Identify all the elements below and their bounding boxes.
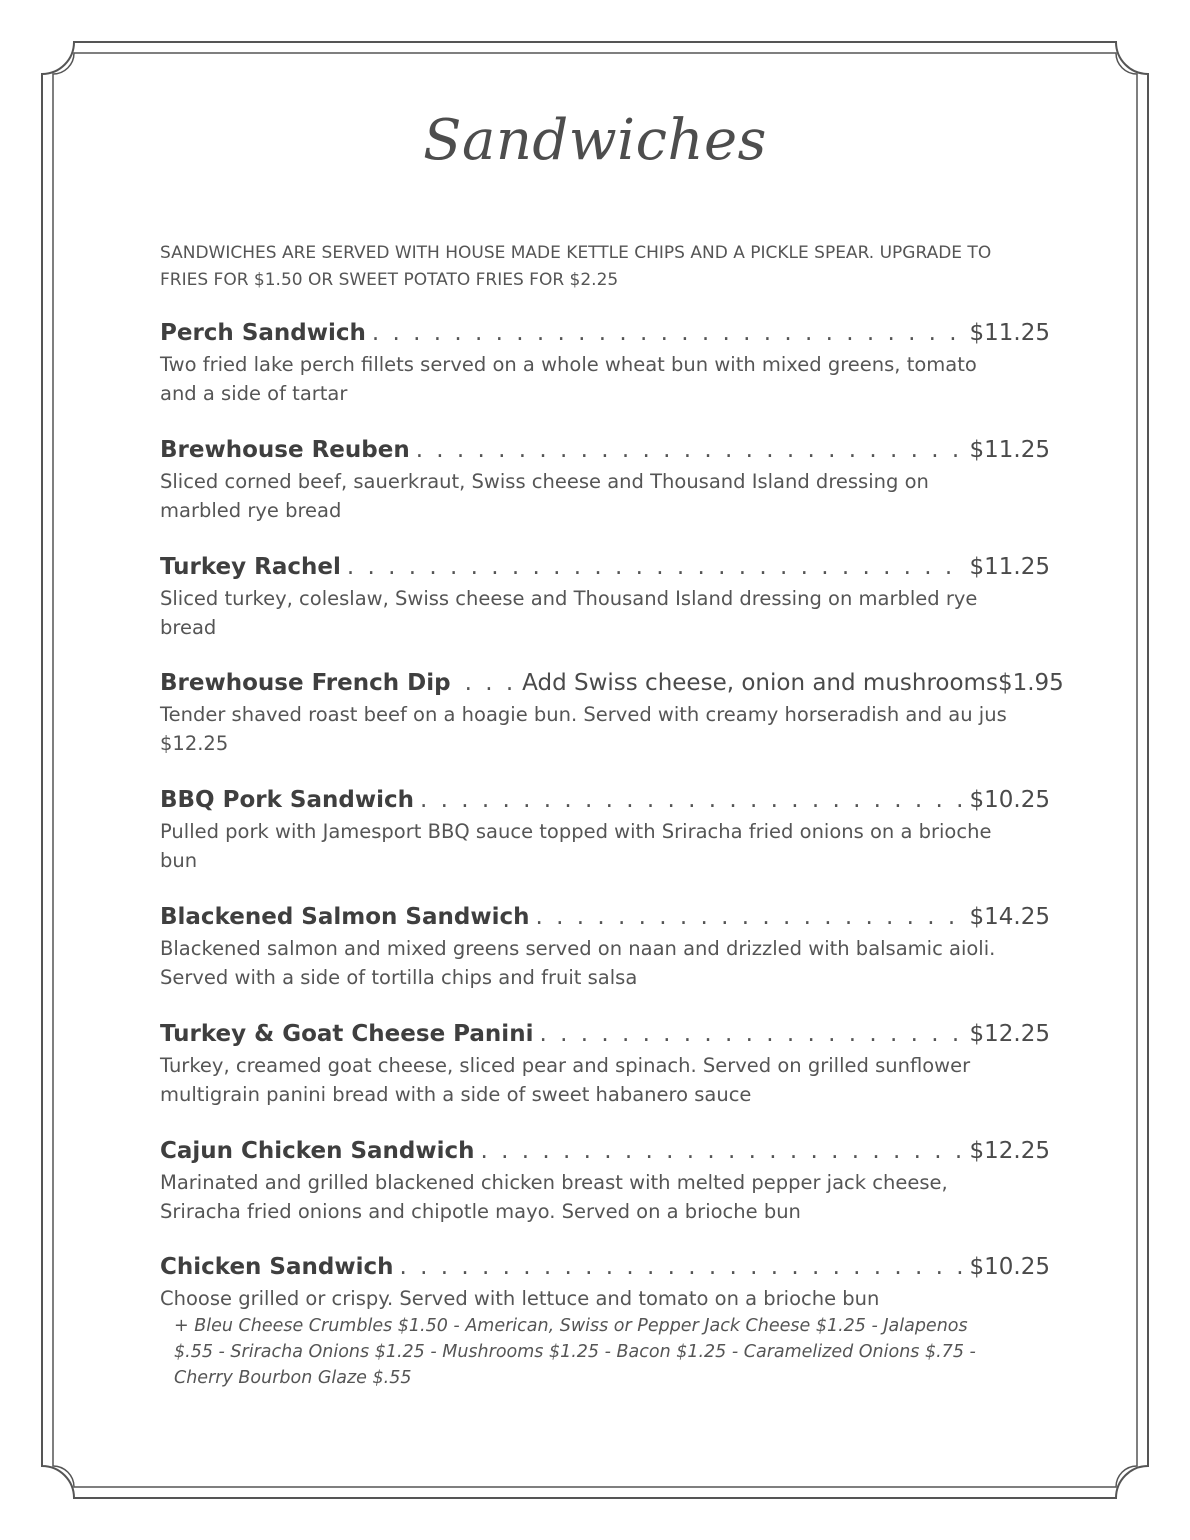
- dot-leader: [347, 550, 964, 584]
- item-name: Chicken Sandwich: [160, 1254, 394, 1281]
- item-header: [160, 316, 1050, 350]
- intro-note: SANDWICHES ARE SERVED WITH HOUSE MADE KETTLE CHIPS AND A PICKLE SPEAR. UPGRADE TO FRIES FOR $1.50 OR SWEET POTATO FRIES FOR $2.25: [160, 243, 992, 290]
- item-price: $10.25: [969, 1254, 1050, 1281]
- menu-item: [160, 316, 1050, 433]
- item-header: [160, 1017, 1050, 1051]
- item-name: Perch Sandwich: [160, 320, 366, 346]
- item-header: [160, 900, 1050, 934]
- item-name: Blackened Salmon Sandwich: [160, 903, 530, 930]
- item-header: [160, 1134, 1050, 1168]
- item-name: BBQ Pork Sandwich: [160, 787, 414, 814]
- item-price: $14.25: [969, 903, 1050, 930]
- item-header: [160, 666, 1064, 700]
- item-price: $11.25: [969, 436, 1050, 463]
- item-description: Sliced turkey, coleslaw, Swiss cheese and Thousand Island dressing on marbled rye bread: [160, 586, 978, 639]
- item-name: Turkey & Goat Cheese Panini: [160, 1020, 534, 1047]
- item-description: Marinated and grilled blackened chicken breast with melted pepper jack cheese, Sriracha fried onions and chipotle mayo. Served on a brioche bun: [160, 1170, 948, 1223]
- item-name: Turkey Rachel: [160, 553, 341, 580]
- item-name: Cajun Chicken Sandwich: [160, 1137, 475, 1164]
- add-ons-note: + Bleu Cheese Crumbles $1.50 - American, Swiss or Pepper Jack Cheese $1.25 - Jalapenos $.55 - Sriracha Onions $1.25 - Mushrooms $1.25 - Bacon $1.25 - Caramelized Onions $.75 - Cherry Bourbon Glaze $.55: [174, 1316, 976, 1389]
- item-name: Brewhouse Reuben: [160, 436, 410, 463]
- dot-leader: [400, 1250, 964, 1284]
- item-price: $12.25: [969, 1137, 1050, 1164]
- menu-item: [160, 550, 1050, 667]
- dot-leader: [420, 783, 964, 817]
- item-price: $11.25: [969, 553, 1050, 580]
- dot-leader: [539, 1017, 963, 1051]
- item-description: Sliced corned beef, sauerkraut, Swiss cheese and Thousand Island dressing on marbled rye bread: [160, 469, 929, 522]
- menu-item: [160, 1250, 1050, 1389]
- menu-item: [160, 666, 1064, 783]
- item-addon: Add Swiss cheese, onion and mushrooms: [522, 670, 998, 697]
- item-price: $12.25: [969, 1020, 1050, 1047]
- item-description: Blackened salmon and mixed greens served on naan and drizzled with balsamic aioli. Served with a side of tortilla chips and fruit salsa: [160, 936, 996, 989]
- menu-items: [160, 316, 1064, 1389]
- item-price: $11.25: [969, 320, 1050, 346]
- item-price: $1.95: [997, 670, 1064, 697]
- menu-item: [160, 433, 1050, 550]
- dot-leader: [416, 433, 964, 467]
- item-description: Turkey, creamed goat cheese, sliced pear and spinach. Served on grilled sunflower multigrain panini bread with a side of sweet habanero sauce: [160, 1053, 971, 1106]
- item-header: [160, 433, 1050, 467]
- item-header: [160, 550, 1050, 584]
- menu-item: [160, 900, 1050, 1017]
- menu-item: [160, 783, 1050, 900]
- item-description: Two fried lake perch fillets served on a whole wheat bun with mixed greens, tomato and a side of tartar: [160, 353, 977, 405]
- item-price: $10.25: [969, 787, 1050, 814]
- dot-leader: [535, 900, 963, 934]
- item-name: Brewhouse French Dip: [160, 670, 451, 697]
- item-description: Choose grilled or crispy. Served with lettuce and tomato on a brioche bun: [160, 1287, 880, 1311]
- item-header: [160, 783, 1050, 817]
- item-header: [160, 1250, 1050, 1284]
- dot-leader: [481, 1134, 964, 1168]
- dot-leader: [465, 666, 517, 700]
- dot-leader: [372, 316, 964, 350]
- page-title: Sandwiches: [423, 108, 767, 173]
- item-description: Tender shaved roast beef on a hoagie bun. Served with creamy horseradish and au jus $12.25: [160, 703, 1007, 756]
- item-description: Pulled pork with Jamesport BBQ sauce topped with Sriracha fried onions on a brioche bun: [160, 820, 992, 873]
- menu-item: [160, 1017, 1050, 1134]
- menu-item: [160, 1134, 1050, 1251]
